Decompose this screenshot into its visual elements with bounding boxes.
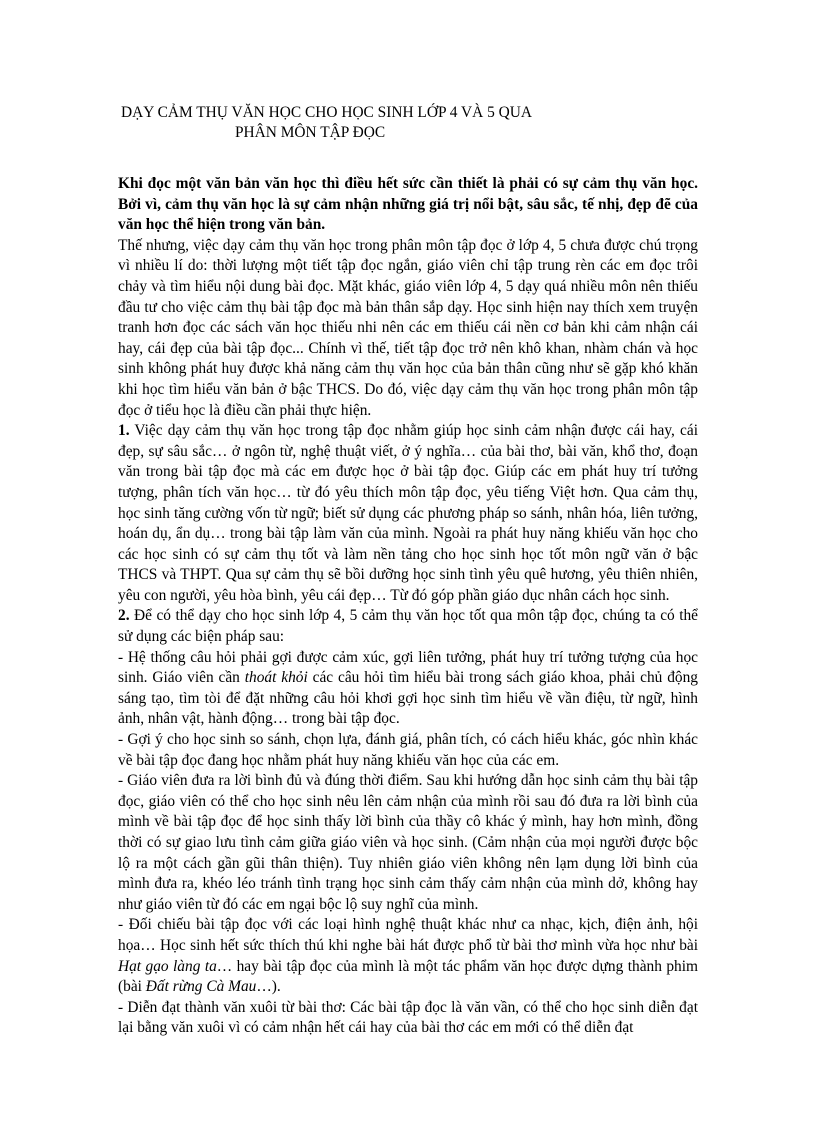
bullet-1-post: các câu hỏi tìm hiểu bài trong sách giáo khoa, phải chủ động sáng tạo, tìm tòi để đặt những câu hỏi khơi gợi học sinh tìm hiểu về vần điệu, từ ngữ, hình ảnh, nhân vật, hành động… trong bài tập đọc. [118, 669, 698, 728]
document-page [118, 103, 698, 1039]
bullet-4-post: …). [256, 978, 281, 996]
document-title [118, 103, 698, 143]
bullet-4-title-2: Đất rừng Cà Mau [145, 978, 257, 996]
section-1-paragraph [118, 421, 698, 606]
intro-paragraph: Khi đọc một văn bản văn học thì điều hết sức cần thiết là phải có sự cảm thụ văn học. Bởi vì, cảm thụ văn học là sự cảm nhận những giá trị nổi bật, sâu sắc, tế nhị, đẹp đẽ của văn học thể hiện trong văn bản. [118, 175, 698, 234]
bullet-4-pre: - Đối chiếu bài tập đọc với các loại hình nghệ thuật khác như ca nhạc, kịch, điện ảnh, hội họa… Học sinh hết sức thích thú khi nghe bài hát được phổ từ bài thơ mình vừa học như bài [118, 916, 698, 954]
title-line-2: PHÂN MÔN TẬP ĐỌC [235, 124, 386, 141]
bullet-suggest: - Gợi ý cho học sinh so sánh, chọn lựa, đánh giá, phân tích, có cách hiểu khác, góc nhìn khác về bài tập đọc đang học nhằm phát huy năng khiếu văn học của các em. [118, 731, 698, 769]
section-2-text: Để có thể dạy cho học sinh lớp 4, 5 cảm thụ văn học tốt qua môn tập đọc, chúng ta có thể sử dụng các biện pháp sau: [118, 607, 698, 646]
section-2-paragraph [118, 606, 698, 647]
title-line-1: DẠY CẢM THỤ VĂN HỌC CHO HỌC SINH LỚP 4 VÀ 5 QUA [121, 104, 533, 121]
bullet-prose: - Diễn đạt thành văn xuôi từ bài thơ: Các bài tập đọc là văn vần, có thể cho học sinh diễn đạt lại bằng văn xuôi vì có cảm nhận hết cái hay của bài thơ các em mới có thể diễn đạt [118, 998, 698, 1037]
section-1-text: Việc dạy cảm thụ văn học trong tập đọc nhằm giúp học sinh cảm nhận được cái hay, cái đẹp, sự sâu sắc… ở ngôn từ, nghệ thuật viết, ở ý nghĩa… của bài thơ, bài văn, khổ thơ, đoạn văn trong bài tập đọc mà các em được học ở bài tập đọc. Giúp các em phát huy trí tưởng tượng, phân tích văn học… từ đó yêu thích môn tập đọc, yêu tiếng Việt hơn. Qua cảm thụ, học sinh tăng cường vốn từ ngữ; biết sử dụng các phương pháp so sánh, nhân hóa, liên tưởng, hoán dụ, ẩn dụ… trong bài tập làm văn của mình. Ngoài ra phát huy năng khiếu văn học cho các học sinh có sự cảm thụ tốt và làm nền tảng cho học sinh học tốt môn ngữ văn ở bậc THCS và THPT. Qua sự cảm thụ sẽ bồi dưỡng học sinh tình yêu quê hương, yêu thiên nhiên, yêu con người, yêu hòa bình, yêu cái đẹp… Từ đó góp phần giáo dục nhân cách học sinh. [118, 422, 698, 604]
bullet-1-emphasis: thoát khỏi [244, 669, 308, 687]
section-2-number: 2. [118, 607, 130, 625]
bullet-compare-arts [118, 915, 698, 997]
bullet-commentary: - Giáo viên đưa ra lời bình đủ và đúng thời điểm. Sau khi hướng dẫn học sinh cảm thụ bài tập đọc, giáo viên có thể cho học sinh nêu lên cảm nhận của mình rồi sau đó đưa ra lời bình của mình về bài tập đọc để học sinh thấy lời bình của thầy cô khác ý mình, hay hơn mình, đồng thời có sự giao lưu tình cảm giữa giáo viên và học sinh. (Cảm nhận của mọi người được bộc lộ ra một cách gần gũi thân thiện). Tuy nhiên giáo viên không nên lạm dụng lời bình của mình đưa ra, khéo léo tránh tình trạng học sinh cảm thấy cảm nhận của mình dở, không hay như giáo viên từ đó các em ngại bộc lộ suy nghĩ của mình. [118, 772, 698, 913]
paragraph-context: Thế nhưng, việc dạy cảm thụ văn học trong phân môn tập đọc ở lớp 4, 5 chưa được chú trọng vì nhiều lí do: thời lượng một tiết tập đọc ngắn, giáo viên chỉ tập trung rèn các em đọc trôi chảy và tìm hiểu nội dung bài đọc. Mặt khác, giáo viên lớp 4, 5 dạy quá nhiều môn nên thiếu đầu tư cho việc cảm thụ bài tập đọc mà bản thân sắp dạy. Học sinh hiện nay thích xem truyện tranh hơn đọc các sách văn học thiếu nhi nên các em thiếu cái nền cơ bản khi cảm nhận cái hay, cái đẹp của bài tập đọc... Chính vì thế, tiết tập đọc trở nên khô khan, nhàm chán và học sinh không phát huy được khả năng cảm thụ văn học của bản thân cũng như sẽ gặp khó khăn khi học tìm hiểu văn bản ở bậc THCS. Do đó, việc dạy cảm thụ văn học trong phân môn tập đọc ở tiểu học là điều cần phải thực hiện. [118, 236, 698, 419]
section-1-number: 1. [118, 422, 130, 440]
bullet-1-pre: - Hệ thống câu hỏi phải gợi được cảm xúc, gợi liên tưởng, phát huy trí tưởng tượng của học sinh. Giáo viên cần [118, 648, 698, 687]
bullet-4-mid: … hay bài tập đọc của mình là một tác phẩm văn học được dựng thành phim (bài [118, 957, 698, 996]
bullet-questions [118, 648, 698, 730]
bullet-4-title-1: Hạt gạo làng ta [118, 957, 217, 975]
